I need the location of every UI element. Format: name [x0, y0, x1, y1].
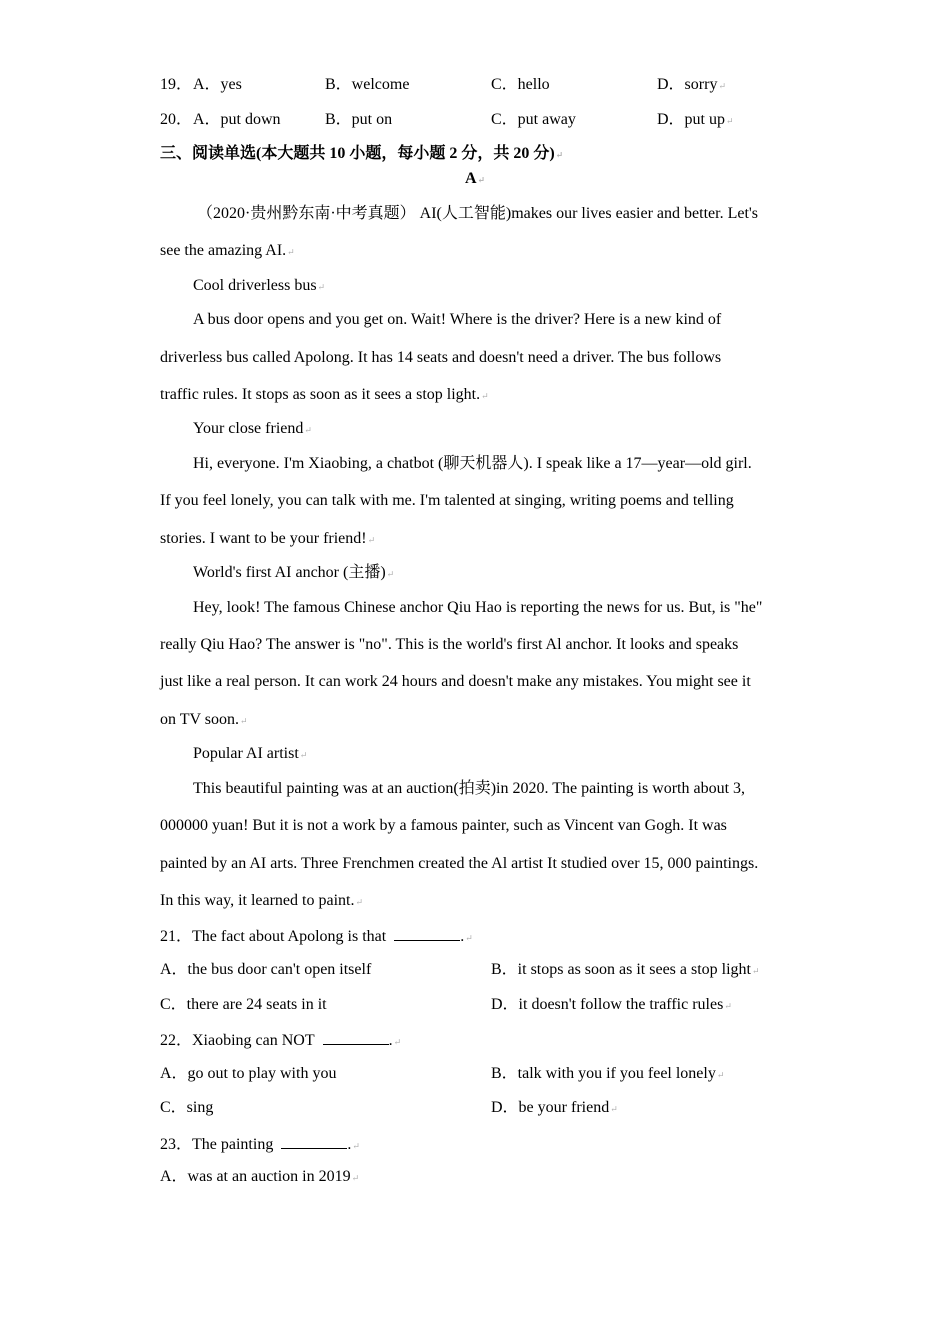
q20-option-d: D．put up↵	[657, 111, 734, 128]
q22-stem: 22．Xiaobing can NOT .↵	[160, 1029, 401, 1052]
paragraph-mark-icon: ↵	[287, 247, 295, 257]
paragraph-mark-icon: ↵	[465, 933, 473, 943]
q21-option-a: A．the bus door can't open itself	[160, 961, 372, 978]
q23-option-a: A．was at an auction in 2019↵	[160, 1168, 360, 1185]
friend-line-1: Hi, everyone. I'm Xiaobing, a chatbot (聊天机器人). I speak like a 17—year—old girl.	[193, 455, 752, 472]
q19-option-c: C．hello	[491, 76, 550, 93]
paragraph-mark-icon: ↵	[239, 716, 248, 726]
passage-label: A↵	[464, 170, 486, 187]
q23-stem: 23．The painting .↵	[160, 1133, 360, 1156]
q22-option-b: B．talk with you if you feel lonely↵	[491, 1065, 725, 1082]
q21-option-c: C．there are 24 seats in it	[160, 996, 327, 1013]
paragraph-mark-icon: ↵	[481, 391, 489, 401]
paragraph-mark-icon: ↵	[355, 897, 364, 907]
paragraph-mark-icon: ↵	[718, 81, 726, 91]
q21-stem: 21．The fact about Apolong is that .↵	[160, 925, 473, 948]
intro-line-1: （2020·贵州黔东南·中考真题） AI(人工智能)makes our lives easier and better. Let's	[197, 205, 758, 222]
answer-blank	[323, 1029, 389, 1045]
q21-option-d: D．it doesn't follow the traffic rules↵	[491, 996, 732, 1013]
q21-option-b: B．it stops as soon as it sees a stop light↵	[491, 961, 760, 978]
artist-line-1: This beautiful painting was at an auction(拍卖)in 2020. The painting is worth about 3,	[193, 780, 746, 797]
q20-option-c: C．put away	[491, 111, 576, 128]
friend-line-2: If you feel lonely, you can talk with me. I'm talented at singing, writing poems and telling	[160, 492, 734, 509]
anchor-line-3: just like a real person. It can work 24 hours and doesn't make any mistakes. You might see it	[160, 673, 751, 690]
paragraph-mark-icon: ↵	[726, 116, 734, 126]
intro-line-2: see the amazing AI.↵	[160, 242, 295, 259]
q22-option-c: C．sing	[160, 1099, 214, 1116]
q19-number: 19．	[160, 76, 193, 93]
artist-line-3: painted by an AI arts. Three Frenchmen created the Al artist It studied over 15, 000 paintings.	[160, 855, 759, 872]
paragraph-mark-icon: ↵	[716, 1070, 725, 1080]
paragraph-mark-icon: ↵	[299, 750, 308, 760]
paragraph-mark-icon: ↵	[477, 175, 486, 185]
q20-option-b: B．put on	[325, 111, 393, 128]
anchor-line-4: on TV soon.↵	[160, 711, 248, 728]
answer-blank	[281, 1133, 347, 1149]
paragraph-mark-icon: ↵	[352, 1141, 360, 1151]
paragraph-mark-icon: ↵	[724, 1001, 732, 1011]
artist-line-4: In this way, it learned to paint.↵	[160, 892, 364, 909]
friend-heading: Your close friend↵	[193, 420, 312, 437]
q22-option-d: D．be your friend↵	[491, 1099, 618, 1116]
paragraph-mark-icon: ↵	[351, 1173, 360, 1183]
paragraph-mark-icon: ↵	[304, 425, 312, 435]
paragraph-mark-icon: ↵	[610, 1104, 618, 1114]
q20-option-a: A．put down	[193, 111, 281, 128]
q19-option-a: A．yes	[193, 76, 242, 93]
anchor-line-2: really Qiu Hao? The answer is "no". This is the world's first Al anchor. It looks and speaks	[160, 636, 739, 653]
section-title: 三、阅读单选(本大题共 10 小题，每小题 2 分，共 20 分)↵	[160, 145, 564, 162]
paragraph-mark-icon: ↵	[752, 966, 760, 976]
q22-option-a: A．go out to play with you	[160, 1065, 337, 1082]
answer-blank	[394, 925, 460, 941]
paragraph-mark-icon: ↵	[317, 282, 326, 292]
bus-line-1: A bus door opens and you get on. Wait! Where is the driver? Here is a new kind of	[193, 311, 722, 328]
artist-heading: Popular AI artist↵	[193, 745, 308, 762]
paragraph-mark-icon: ↵	[367, 535, 376, 545]
paragraph-mark-icon: ↵	[555, 150, 564, 160]
q20-number: 20．	[160, 111, 193, 128]
anchor-heading: World's first AI anchor (主播)↵	[193, 564, 395, 581]
bus-heading: Cool driverless bus↵	[193, 277, 326, 294]
q19-option-b: B．welcome	[325, 76, 410, 93]
paragraph-mark-icon: ↵	[393, 1037, 402, 1047]
bus-line-3: traffic rules. It stops as soon as it sees a stop light.↵	[160, 386, 489, 403]
q19-option-d: D．sorry↵	[657, 76, 726, 93]
anchor-line-1: Hey, look! The famous Chinese anchor Qiu Hao is reporting the news for us. But, is "he"	[193, 599, 763, 616]
paragraph-mark-icon: ↵	[386, 569, 395, 579]
friend-line-3: stories. I want to be your friend!↵	[160, 530, 376, 547]
bus-line-2: driverless bus called Apolong. It has 14 seats and doesn't need a driver. The bus follows	[160, 349, 722, 366]
artist-line-2: 000000 yuan! But it is not a work by a famous painter, such as Vincent van Gogh. It was	[160, 817, 727, 834]
